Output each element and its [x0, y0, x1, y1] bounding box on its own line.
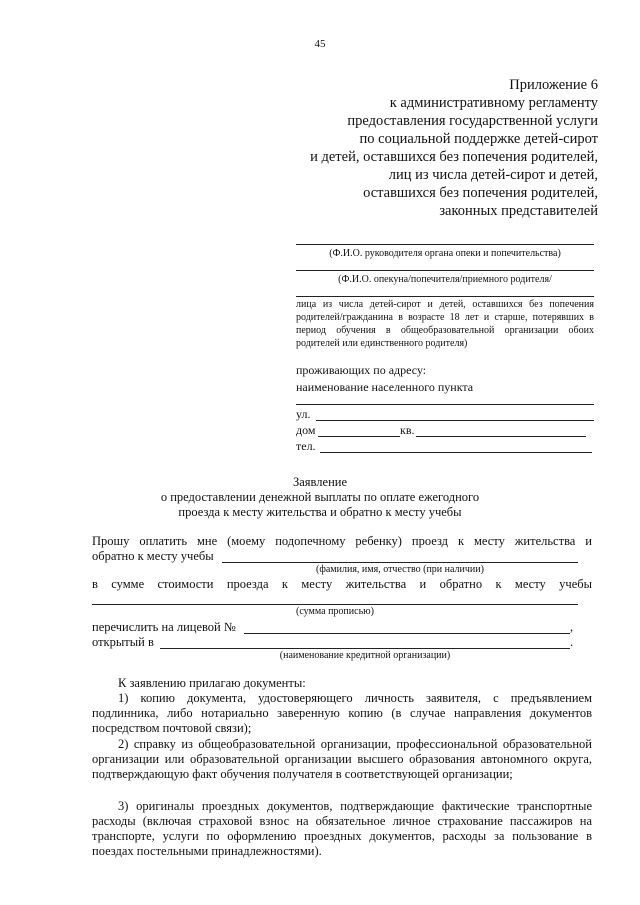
street-line[interactable] — [316, 420, 594, 421]
attachment-item: 3) оригиналы проездных документов, подтверждающие фактические транспортные расходы (включая страховой взнос на обязательное личное страхование пассажиров на транспорте, услуги по оформлению проездных документов, расходы за пользование в поездах постельными принадлежностями). — [92, 799, 592, 858]
head-name-caption: (Ф.И.О. руководителя органа опеки и попечительства) — [329, 248, 561, 259]
account-label: перечислить на лицевой № — [92, 620, 236, 634]
attachment-item: 2) справку из общеобразовательной организации, профессиональной образовательной организации или образовательной организации высшего образования автономного округа, подтверждающую факт обучения получателя в соответствующей организации; — [92, 737, 592, 781]
attachments-intro: К заявлению прилагаю документы: — [118, 676, 306, 690]
settlement-label: наименование населенного пункта — [296, 380, 474, 394]
child-name-line[interactable] — [222, 562, 578, 563]
appendix-line: Приложение 6 — [509, 77, 598, 93]
account-comma: , — [570, 620, 574, 634]
house-label: дом — [296, 423, 316, 437]
bank-caption: (наименование кредитной организации) — [279, 650, 451, 661]
settlement-line[interactable] — [296, 404, 594, 405]
house-line[interactable] — [318, 436, 400, 437]
bank-label: открытый в — [92, 635, 154, 649]
apartment-label: кв. — [400, 423, 415, 437]
guardian-name-caption: (Ф.И.О. опекуна/попечителя/приемного родителя/ — [338, 274, 552, 285]
appendix-line: предоставления государственной услуги — [347, 113, 598, 129]
phone-label: тел. — [296, 439, 316, 453]
street-label: ул. — [296, 407, 311, 421]
amount-text: в сумме стоимости проезда к месту жительства и обратно к месту учебы — [92, 577, 592, 591]
amount-caption: (сумма прописью) — [296, 606, 374, 617]
residing-label: проживающих по адресу: — [296, 363, 427, 377]
person-name-line[interactable] — [296, 296, 594, 297]
appendix-line: лиц из числа детей-сирот и детей, — [388, 167, 598, 183]
appendix-header — [238, 76, 598, 220]
appendix-line: к административному регламенту — [389, 95, 598, 111]
guardian-name-line[interactable] — [296, 270, 594, 271]
appendix-line: и детей, оставшихся без попечения родителей, — [310, 149, 598, 165]
appendix-line: законных представителей — [439, 203, 598, 219]
attachment-item: 1) копию документа, удостоверяющего личность заявителя, с предъявлением подлинника, либо нотариально заверенную копию (в случае направления документов посредством почтовой связи); — [92, 691, 592, 735]
account-line[interactable] — [244, 633, 570, 634]
bank-line[interactable] — [160, 648, 570, 649]
statement-title: Заявление — [292, 475, 347, 489]
page-number: 45 — [314, 38, 326, 50]
amount-line[interactable] — [92, 604, 578, 605]
head-name-line[interactable] — [296, 244, 594, 245]
phone-line[interactable] — [320, 452, 592, 453]
bank-period: . — [570, 635, 574, 649]
person-caption: лица из числа детей-сирот и детей, оставшихся без попечения родителей/гражданина в возрасте 18 лет и старше, потерявших в период обучения в общеобразовательной организации обоих родителей или единственного родителя) — [296, 299, 594, 349]
appendix-line: по социальной поддержке детей-сирот — [359, 131, 598, 147]
statement-subtitle: проезда к месту жительства и обратно к месту учебы — [178, 505, 462, 519]
child-name-caption: (фамилия, имя, отчество (при наличии) — [316, 564, 484, 575]
request-text: Прошу оплатить мне (моему подопечному ребенку) проезд к месту жительства и — [92, 534, 592, 548]
appendix-line: оставшихся без попечения родителей, — [363, 185, 598, 201]
request-text: обратно к месту учебы — [92, 549, 214, 563]
statement-subtitle: о предоставлении денежной выплаты по оплате ежегодного — [160, 490, 480, 504]
apartment-line[interactable] — [416, 436, 586, 437]
